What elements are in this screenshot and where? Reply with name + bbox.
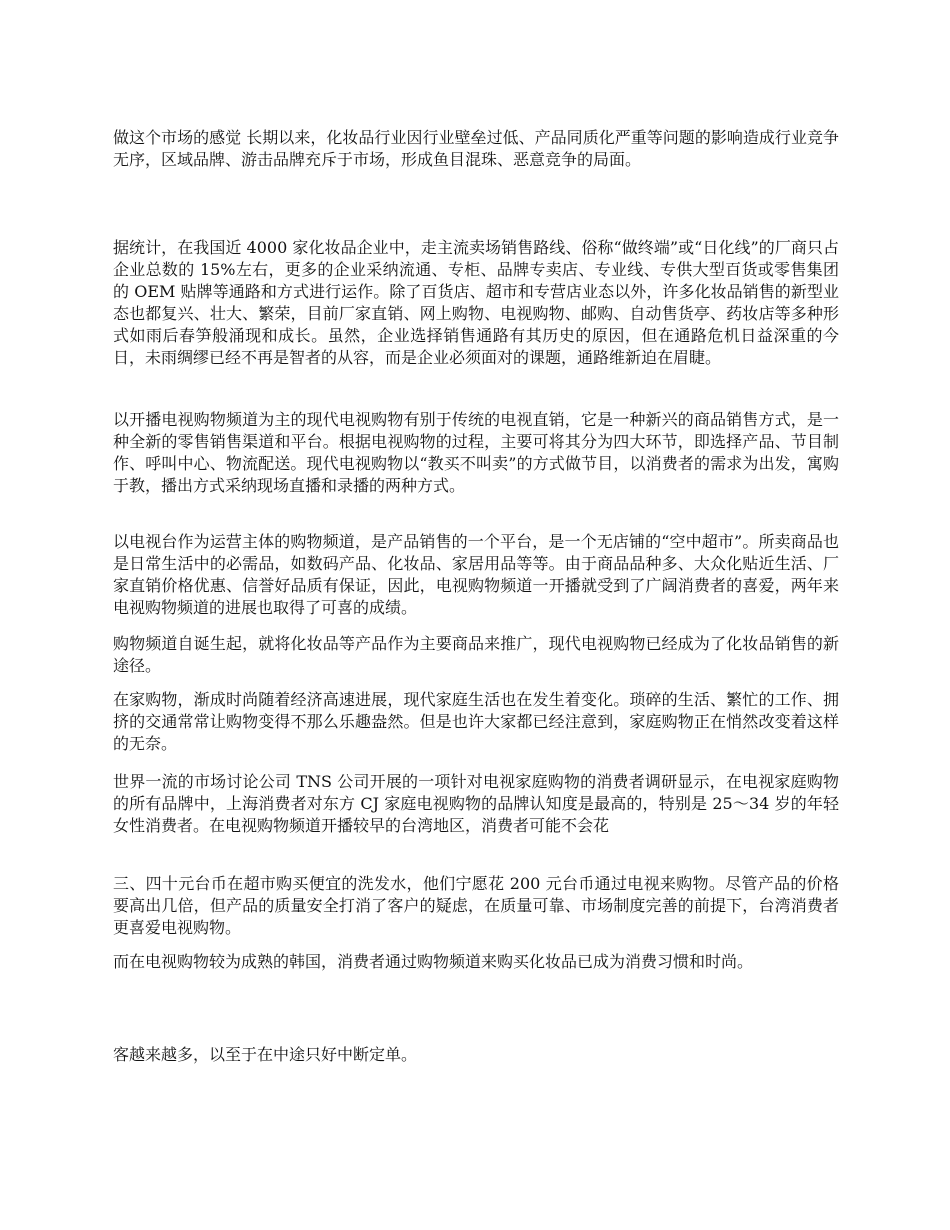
paragraph-2: 据统计，在我国近 4000 家化妆品企业中，走主流卖场销售路线、俗称“做终端”或“日化线”的厂商只占企业总数的 15%左右，更多的企业采纳流通、专柜、品牌专卖店、专业线、专供大型百货或零售集团的 OEM 贴牌等通路和方式进行运作。除了百货店、超市和专营店业态以外，许多化妆品销售的新型业态也都复兴、壮大、繁荣，目前厂家直销、网上购物、电视购物、邮购、自动售货亭、药妆店等多种形式如雨后春笋般涌现和成长。虽然，企业选择销售通路有其历史的原因，但在通路危机日益深重的今日，未雨绸缪已经不再是智者的从容，而是企业必须面对的课题，通路维新迫在眉睫。 xyxy=(113,238,839,367)
paragraph-3: 以开播电视购物频道为主的现代电视购物有别于传统的电视直销，它是一种新兴的商品销售方式，是一种全新的零售销售渠道和平台。根据电视购物的过程，主要可将其分为四大环节，即选择产品、节目制作、呼叫中心、物流配送。现代电视购物以“教买不叫卖”的方式做节目，以消费者的需求为出发，寓购于教，播出方式采纳现场直播和录播的两种方式。 xyxy=(113,410,839,495)
paragraph-7: 世界一流的市场讨论公司 TNS 公司开展的一项针对电视家庭购物的消费者调研显示，在电视家庭购物的所有品牌中，上海消费者对东方 CJ 家庭电视购物的品牌认知度是最高的，特别是 25～34 岁的年轻女性消费者。在电视购物频道开播较早的台湾地区，消费者可能不会花 xyxy=(113,772,839,835)
paragraph-9: 而在电视购物较为成熟的韩国，消费者通过购物频道来购买化妆品已成为消费习惯和时尚。 xyxy=(113,952,754,971)
paragraph-6: 在家购物，渐成时尚随着经济高速进展，现代家庭生活也在发生着变化。琐碎的生活、繁忙的工作、拥挤的交通常常让购物变得不那么乐趣盎然。但是也许大家都已经注意到，家庭购物正在悄然改变着这样的无奈。 xyxy=(113,690,839,753)
paragraph-10: 客越来越多，以至于在中途只好中断定单。 xyxy=(113,1045,418,1064)
paragraph-5: 购物频道自诞生起，就将化妆品等产品作为主要商品来推广，现代电视购物已经成为了化妆品销售的新途径。 xyxy=(113,634,839,675)
paragraph-4: 以电视台作为运营主体的购物频道，是产品销售的一个平台，是一个无店铺的“空中超市”。所卖商品也是日常生活中的必需品，如数码产品、化妆品、家居用品等等。由于商品品种多、大众化贴近生活、厂家直销价格优惠、信誉好品质有保证，因此，电视购物频道一开播就受到了广阔消费者的喜爱，两年来电视购物频道的进展也取得了可喜的成绩。 xyxy=(113,532,839,617)
paragraph-1: 做这个市场的感觉 长期以来，化妆品行业因行业壁垒过低、产品同质化严重等问题的影响造成行业竞争无序，区域品牌、游击品牌充斥于市场，形成鱼目混珠、恶意竞争的局面。 xyxy=(113,128,839,169)
paragraph-8: 三、四十元台币在超市购买便宜的洗发水，他们宁愿花 200 元台币通过电视来购物。尽管产品的价格要高出几倍，但产品的质量安全打消了客户的疑虑，在质量可靠、市场制度完善的前提下，台湾消费者更喜爱电视购物。 xyxy=(113,874,839,937)
